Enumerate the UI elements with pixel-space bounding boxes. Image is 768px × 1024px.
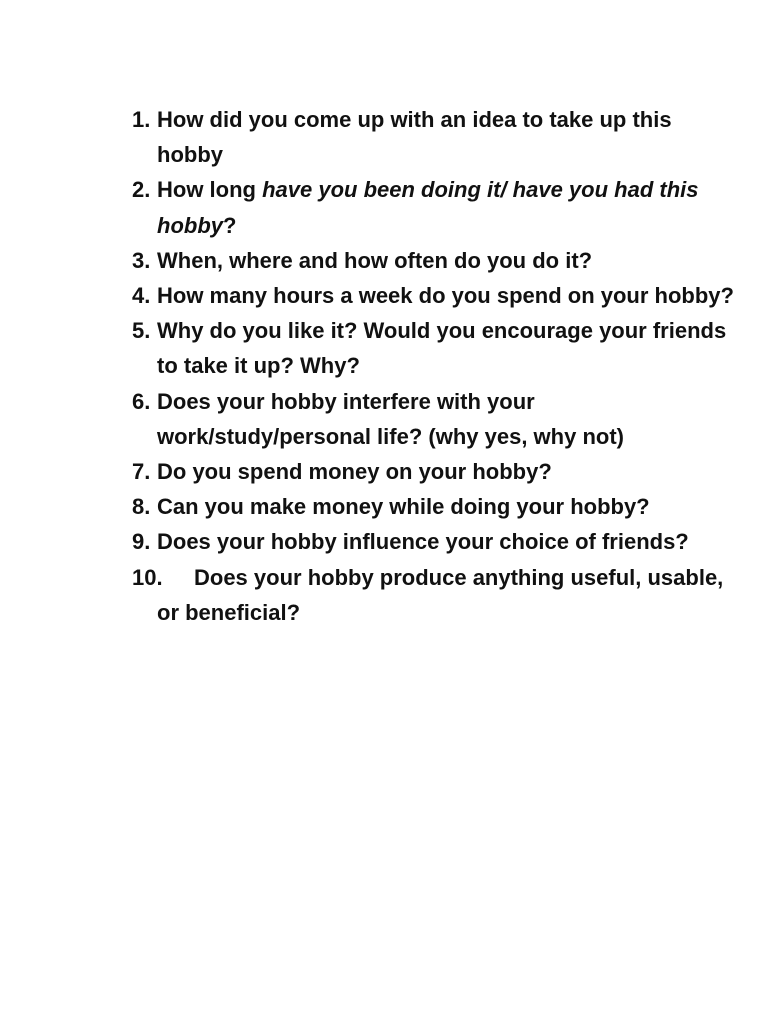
question-item-1 (132, 102, 742, 172)
question-item-6 (132, 384, 742, 454)
question-item-8 (132, 489, 742, 524)
question-number: 3. (132, 247, 151, 273)
question-item-7 (132, 454, 742, 489)
question-text: Do you spend money on your hobby? (157, 459, 552, 485)
question-number: 7. (132, 459, 151, 485)
question-item-9 (132, 524, 742, 559)
question-item-4 (132, 278, 742, 313)
question-number: 10. (132, 564, 163, 590)
question-text: When, where and how often do you do it? (157, 247, 593, 273)
question-text: How did you come up with an idea to take up this hobby (157, 107, 672, 168)
question-item-2 (132, 172, 742, 242)
question-number: 1. (132, 107, 151, 132)
question-text-italic: have you been doing it/ have you had this hobby (157, 177, 699, 238)
question-item-10 (132, 560, 742, 630)
question-text: Does your hobby produce anything useful, usable, or beneficial? (157, 564, 724, 625)
question-number: 5. (132, 318, 151, 344)
question-text-start: How long (157, 177, 263, 203)
question-number: 8. (132, 494, 151, 520)
question-text: Does your hobby influence your choice of friends? (157, 529, 689, 555)
question-list (132, 102, 742, 630)
question-text: How many hours a week do you spend on your hobby? (157, 283, 734, 309)
question-number: 2. (132, 177, 151, 203)
question-text: Why do you like it? Would you encourage your friends to take it up? Why? (157, 318, 727, 379)
question-number: 4. (132, 283, 151, 309)
question-text (157, 172, 742, 242)
question-item-3 (132, 243, 742, 278)
question-number: 6. (132, 388, 151, 414)
question-text-end: ? (223, 212, 237, 238)
question-number: 9. (132, 529, 151, 555)
question-item-5 (132, 313, 742, 383)
question-text: Can you make money while doing your hobby? (157, 494, 650, 520)
question-text: Does your hobby interfere with your work/study/personal life? (why yes, why not) (157, 388, 624, 449)
